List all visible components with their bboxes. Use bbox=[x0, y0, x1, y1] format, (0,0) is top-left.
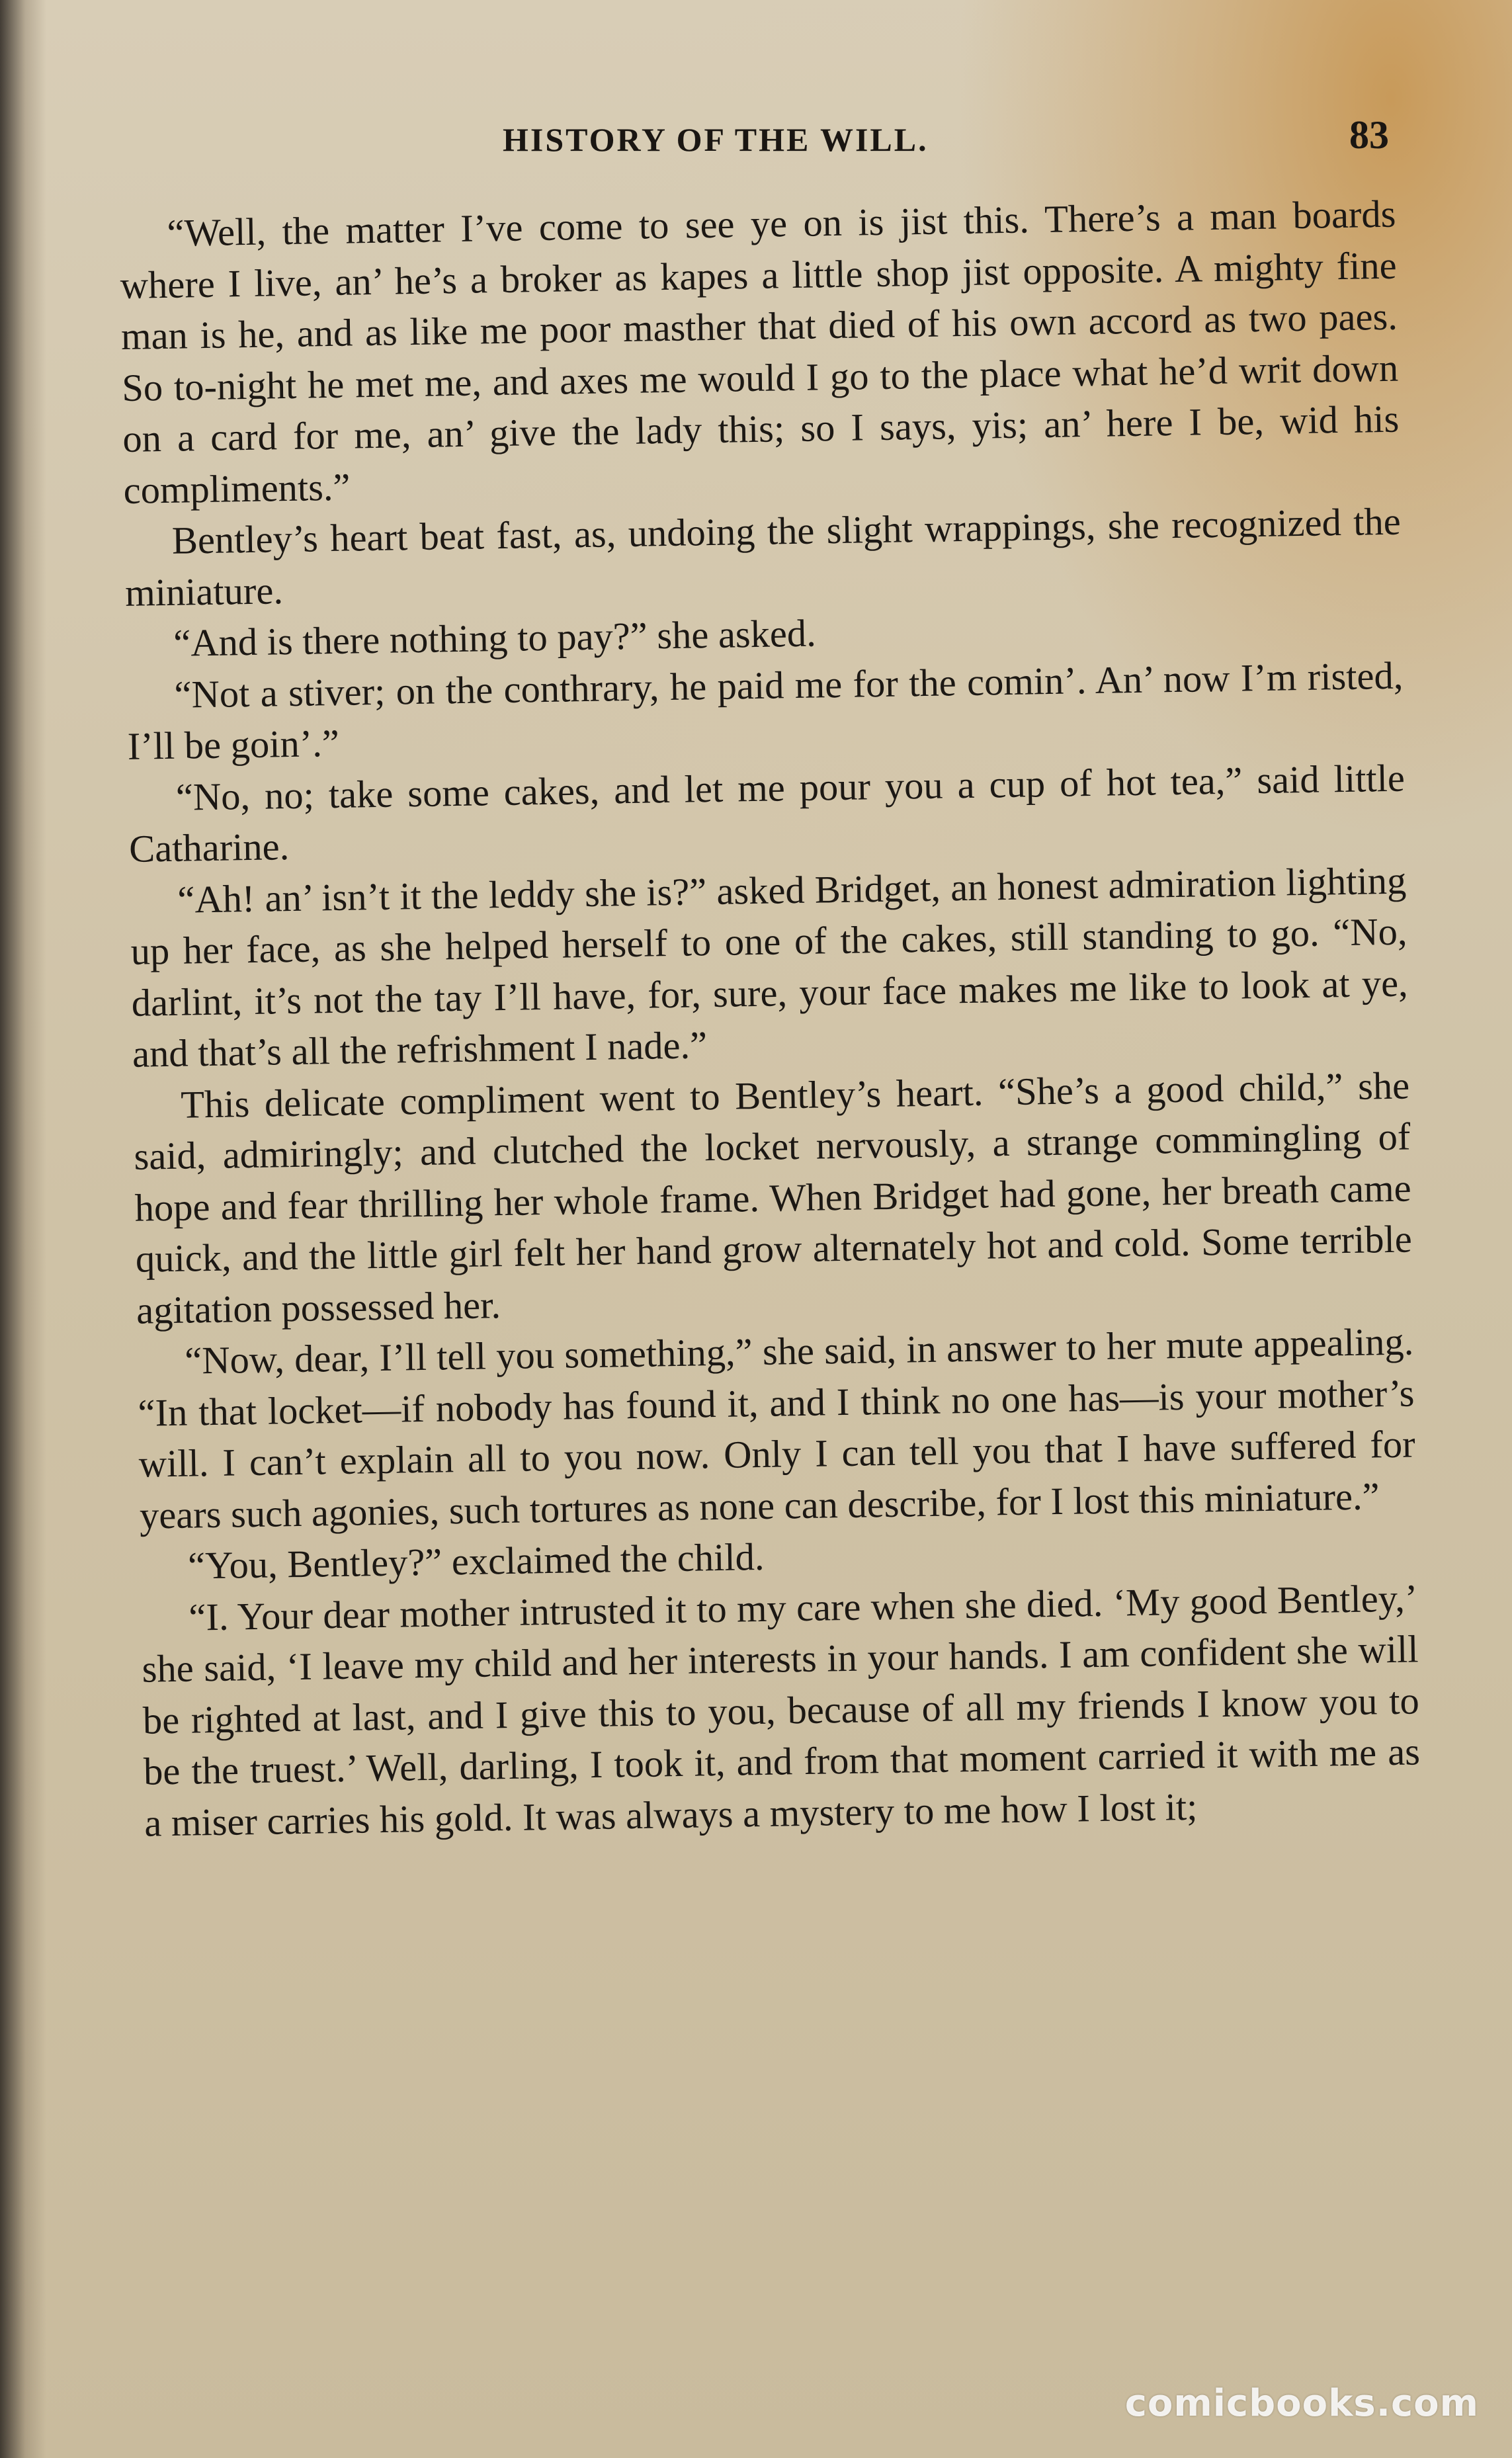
paragraph: “I. Your dear mother intrusted it to my care when she died. ‘My good Bentley,’ she said, ‘I leave my child and her interests in your hands. I am confident she will be righted at last, and I give this to you, because of all my friends I know you to be the truest.’ Well, darling, I took it, and from that moment carried it with me as a miser carries his gold. It was always a mystery to me how I lost it; bbox=[142, 1576, 1421, 1845]
watermark: comicbooks.com bbox=[1124, 2382, 1479, 2425]
paragraph: “Not a stiver; on the conthrary, he paid me for the comin’. An’ now I’m risted, I’ll be goin’.” bbox=[127, 654, 1404, 768]
paragraph: “Well, the matter I’ve come to see ye on is jist this. There’s a man boards where I live, an’ he’s a broker as kapes a little shop jist opposite. A mighty fine man is he, and as like me poor masther that died of his own accord as two paes. So to-night he met me, and axes me would I go to the place what he’d writ down on a card for me, an’ give the lady this; so I says, yis; an’ here I be, wid his compliments.” bbox=[120, 192, 1400, 512]
running-title: HISTORY OF THE WILL. bbox=[503, 121, 929, 158]
paragraph: Bentley’s heart beat fast, as, undoing the slight wrappings, she recognized the miniature. bbox=[124, 499, 1402, 614]
paragraph: “Now, dear, I’ll tell you something,” she said, in answer to her mute appealing. “In that locket—if nobody has found it, and I think no one has—is your mother’s will. I can’t explain all to you now. Only I can tell you that I have suffered for years such agonies, such tortures as none can describe, for I lost this miniature.” bbox=[138, 1320, 1416, 1537]
spine-shadow bbox=[0, 0, 46, 2458]
page-header bbox=[119, 112, 1396, 165]
paragraph: “No, no; take some cakes, and let me pour you a cup of hot tea,” said little Catharine. bbox=[128, 756, 1406, 870]
page-number: 83 bbox=[1349, 113, 1389, 157]
paragraph: “And is there nothing to pay?” she asked. bbox=[173, 611, 817, 665]
paragraph: “Ah! an’ isn’t it the leddy she is?” asked Bridget, an honest admiration lighting up her face, as she helped herself to one of the cakes, still standing to go. “No, darlint, it’s not the tay I’ll have, for, sure, your face makes me like to look at ye, and that’s all the refrishment I nade.” bbox=[130, 859, 1409, 1076]
paragraph: “You, Bentley?” exclaimed the child. bbox=[187, 1535, 765, 1588]
paragraph: This delicate compliment went to Bentley’s heart. “She’s a good child,” she said, admiringly; and clutched the locket nervously, a strange commingling of hope and fear thrilling her whole frame. When Bridget had gone, her breath came quick, and the little girl felt her hand grow alternately hot and cold. Some terrible agitation possessed her. bbox=[134, 1064, 1413, 1332]
body-text bbox=[119, 189, 1421, 1849]
